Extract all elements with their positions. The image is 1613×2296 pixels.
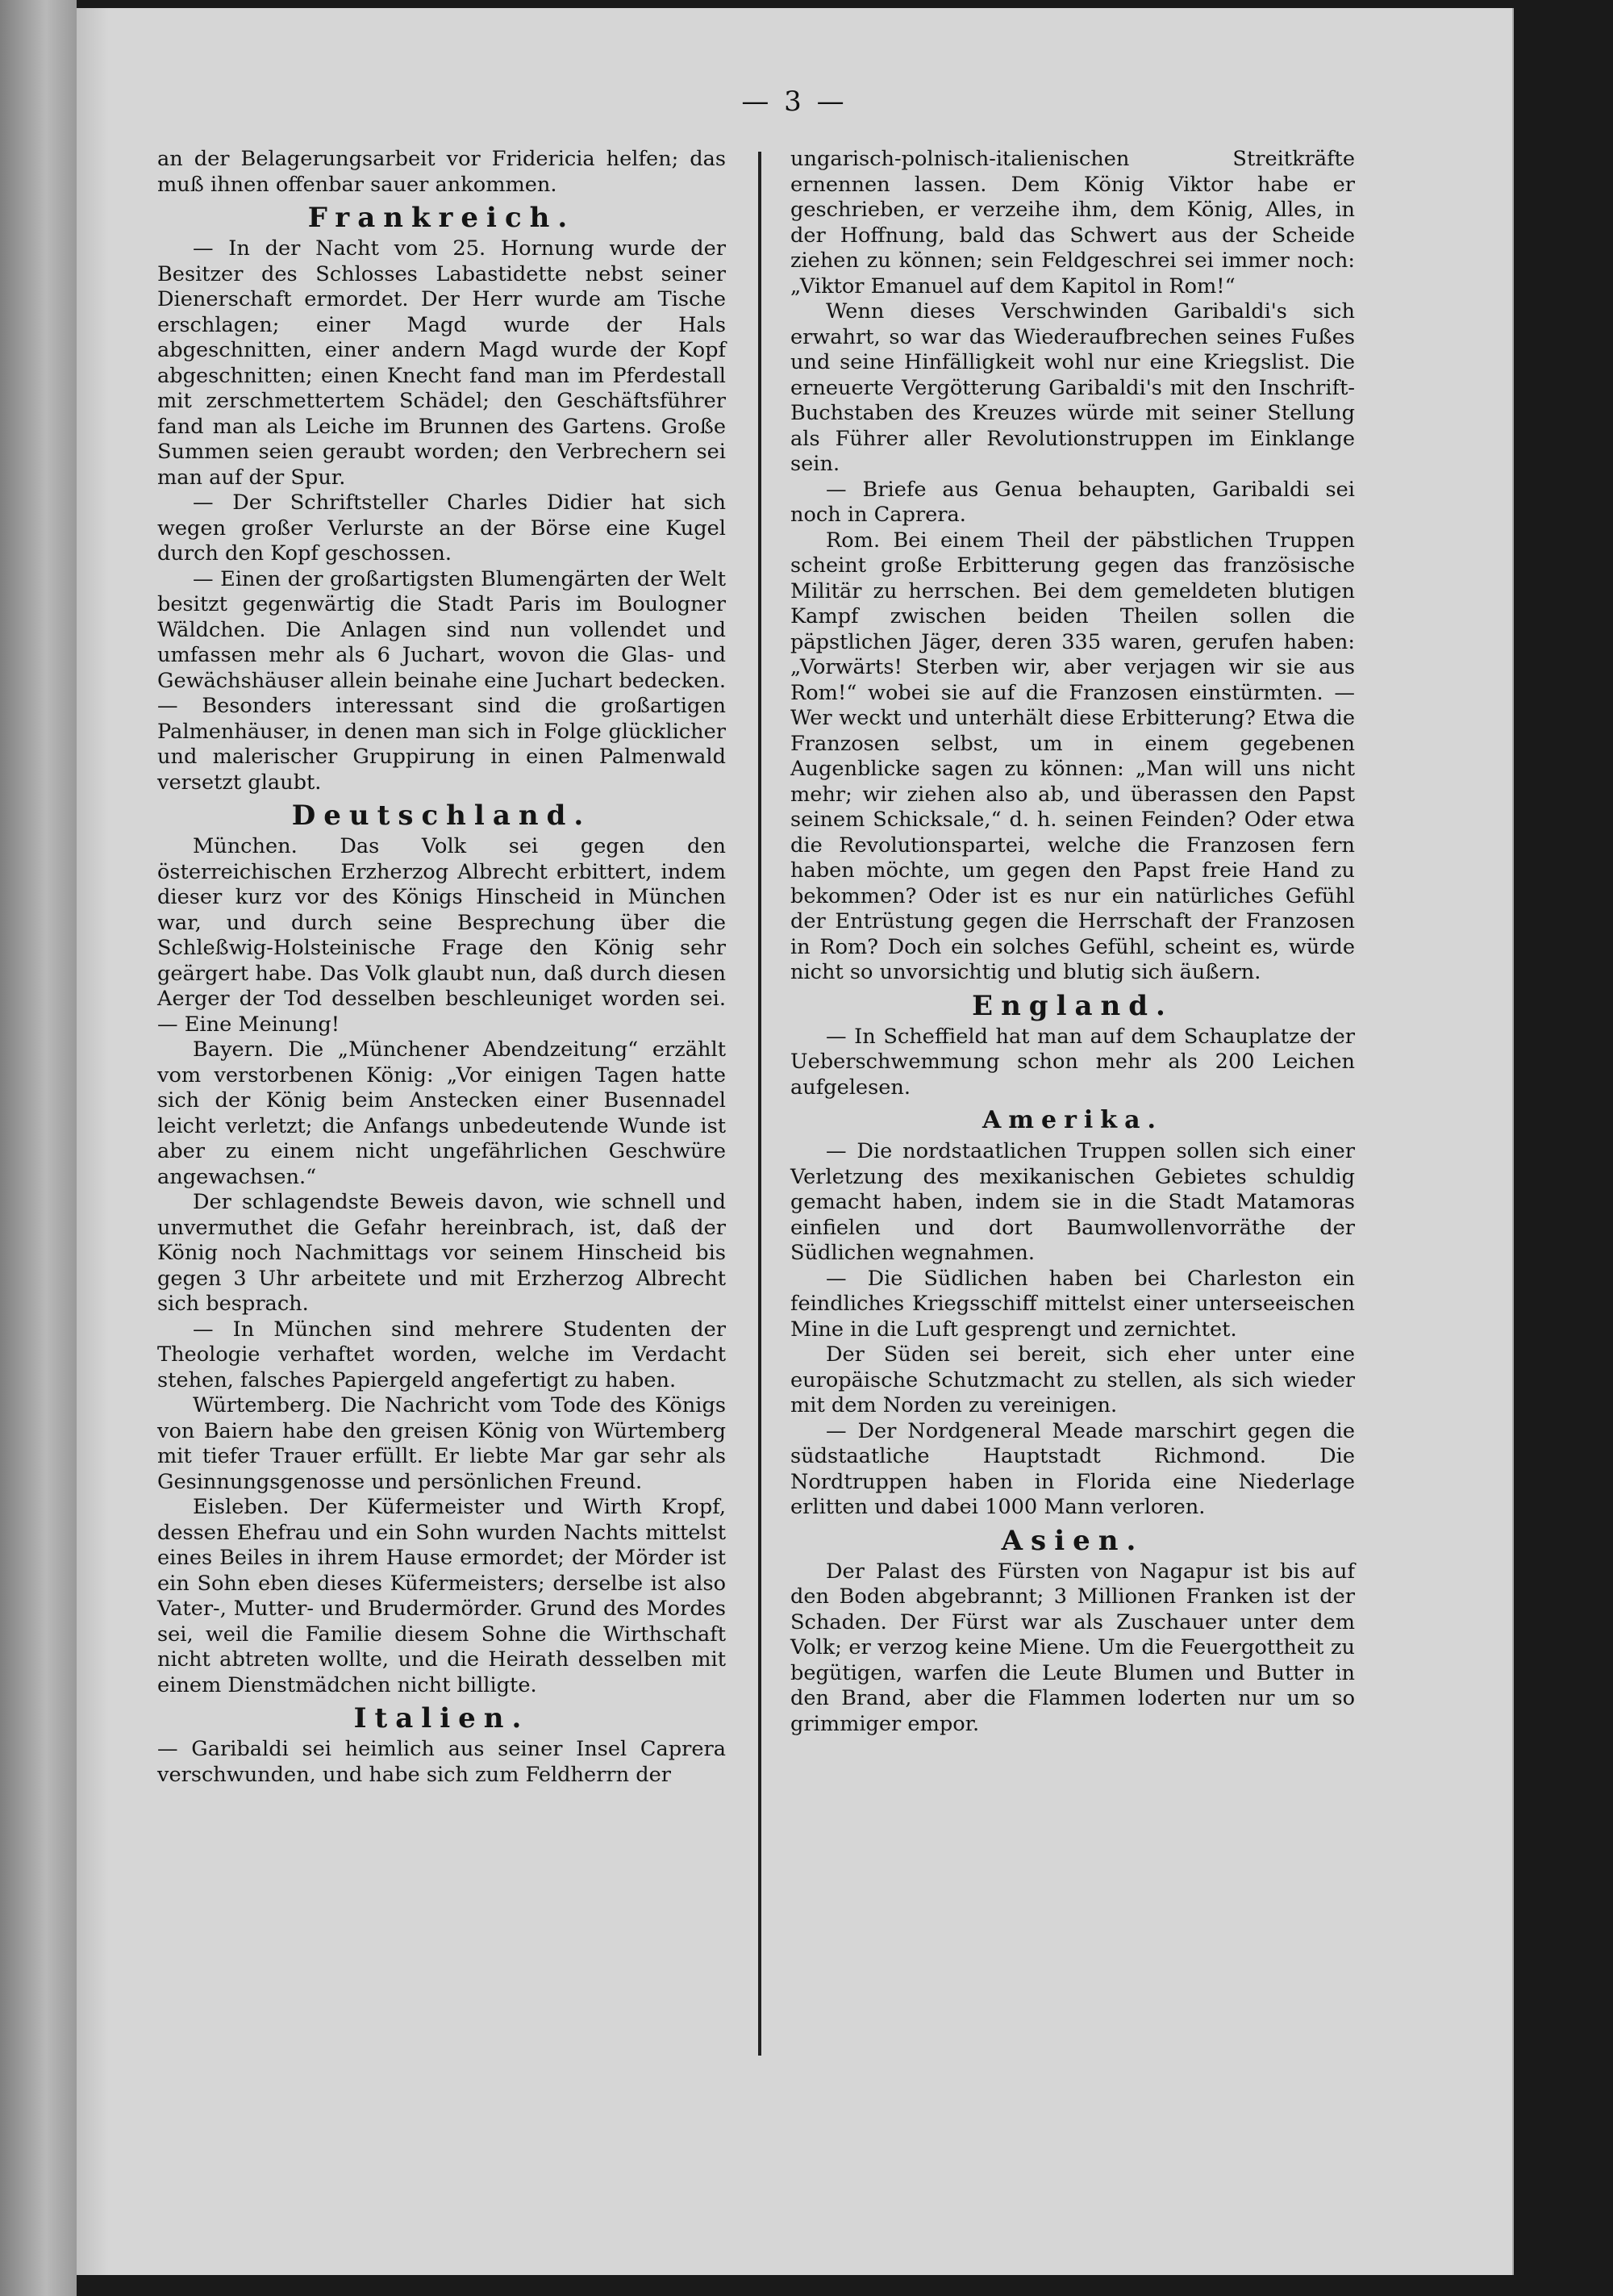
article-paragraph: — Die Südlichen haben bei Charleston ein feindliches Kriegsschiff mittelst einer unterseeischen Mine in die Luft gesprengt und zernichtet. [790, 1266, 1355, 1342]
article-paragraph: ungarisch-polnisch-italienischen Streitkräfte ernennen lassen. Dem König Viktor habe er geschrieben, er verzeihe ihm, dem König, Alles, in der Hoffnung, bald das Schwert aus der Scheide ziehen zu können; sein Feldgeschrei sei immer noch: „Viktor Emanuel auf dem Kapitol in Rom!“ [790, 147, 1355, 298]
article-paragraph: Wenn dieses Verschwinden Garibaldi's sich erwahrt, so war das Wiederaufbrechen seines Fußes und seine Hinfälligkeit wohl nur eine Kriegslist. Die erneuerte Vergötterung Garibaldi's mit den Inschrift-Buchstaben des Kreuzes würde mit seiner Stellung als Führer aller Revolutionstruppen im Einklange sein. [790, 299, 1355, 476]
article-paragraph: Eisleben. Der Küfermeister und Wirth Kropf, dessen Ehefrau und ein Sohn wurden Nachts mittelst eines Beiles in ihrem Hause ermordet; der Mörder ist ein Sohn eben dieses Küfermeisters; derselbe ist also Vater-, Mutter- und Brudermörder. Grund des Mordes sei, weil die Familie diesem Sohne die Wirthschaft nicht abtreten wollte, und die Heirath desselben mit einem Dienstmädchen nicht billigte. [157, 1495, 726, 1697]
section-heading: Deutschland. [291, 799, 592, 832]
article-paragraph: — In München sind mehrere Studenten der Theologie verhaftet worden, welche im Verdacht stehen, falsches Papiergeld angefertigt zu haben. [157, 1317, 726, 1392]
article-paragraph: — In der Nacht vom 25. Hornung wurde der Besitzer des Schlosses Labastidette nebst seiner Dienerschaft ermordet. Der Herr wurde am Tische erschlagen; einer Magd wurde der Hals abgeschnitten, einer andern Magd wurde der Kopf abgeschnitten; einen Knecht fand man im Pferdestall mit zerschmettertem Schädel; den Geschäftsführer fand man als Leiche im Brunnen des Gartens. Große Summen seien geraubt worden; den Verbrechern sei man auf der Spur. [157, 236, 726, 490]
article-paragraph: — Briefe aus Genua behaupten, Garibaldi sei noch in Caprera. [790, 477, 1355, 527]
right-column [790, 147, 1355, 1737]
article-paragraph: Der Süden sei bereit, sich eher unter eine europäische Schutzmacht zu stellen, als sich wieder mit dem Norden zu vereinigen. [790, 1342, 1355, 1417]
article-paragraph: Würtemberg. Die Nachricht vom Tode des Königs von Baiern habe den greisen König von Würtemberg mit tiefer Trauer erfüllt. Er liebte Mar gar sehr als Gesinnungsgenosse und persönlichen Freund. [157, 1393, 726, 1494]
article-paragraph: — Der Nordgeneral Meade marschirt gegen die südstaatliche Hauptstadt Richmond. Die Nordtruppen haben in Florida eine Niederlage erlitten und dabei 1000 Mann verloren. [790, 1418, 1355, 1519]
newspaper-page [77, 8, 1514, 2275]
article-paragraph: — Garibaldi sei heimlich aus seiner Insel Caprera verschwunden, und habe sich zum Feldherrn der [157, 1737, 726, 1787]
article-paragraph: Der schlagendste Beweis davon, wie schnell und unvermuthet die Gefahr hereinbrach, ist, daß der König noch Nachmittags vor seinem Hinscheid bis gegen 3 Uhr arbeitete und mit Erzherzog Albrecht sich besprach. [157, 1190, 726, 1316]
article-paragraph: — Der Schriftsteller Charles Didier hat sich wegen großer Verlurste an der Börse eine Kugel durch den Kopf geschossen. [157, 491, 726, 566]
section-heading: Asien. [1001, 1524, 1144, 1557]
page-number: — 3 — [741, 86, 848, 118]
article-paragraph: — In Scheffield hat man auf dem Schauplatze der Ueberschwemmung schon mehr als 200 Leichen aufgelesen. [790, 1024, 1355, 1100]
left-page-edge [0, 0, 77, 2296]
article-paragraph: Bayern. Die „Münchener Abendzeitung“ erzählt vom verstorbenen König: „Vor einigen Tagen hatte sich der König beim Anstecken einer Busennadel leicht verletzt; die Anfangs unbedeutende Wunde ist aber zu einem nicht ungefährlichen Geschwüre angewachsen.“ [157, 1037, 726, 1189]
left-column [157, 147, 726, 1788]
section-heading: Amerika. [982, 1106, 1163, 1134]
column-divider [758, 152, 761, 2056]
article-paragraph: — Die nordstaatlichen Truppen sollen sich einer Verletzung des mexikanischen Gebietes schuldig gemacht haben, indem sie in die Stadt Matamoras einfielen und dort Baumwollenvorräthe der Südlichen wegnahmen. [790, 1139, 1355, 1265]
article-paragraph: an der Belagerungsarbeit vor Fridericia helfen; das muß ihnen offenbar sauer ankommen. [157, 147, 726, 197]
article-paragraph: Der Palast des Fürsten von Nagapur ist bis auf den Boden abgebrannt; 3 Millionen Franken ist der Schaden. Der Fürst war als Zuschauer unter dem Volk; er verzog keine Miene. Um die Feuergottheit zu begütigen, warfen die Leute Blumen und Butter in den Brand, aber die Flammen loderten nur um so grimmiger empor. [790, 1559, 1355, 1736]
article-paragraph: Rom. Bei einem Theil der päbstlichen Truppen scheint große Erbitterung gegen das französische Militär zu herrschen. Bei dem gemeldeten blutigen Kampf zwischen beiden Theilen sollen die päpstlichen Jäger, deren 335 waren, gerufen haben: „Vorwärts! Sterben wir, aber verjagen wir sie aus Rom!“ wobei sie auf die Franzosen einstürmten. — Wer weckt und unterhält diese Erbitterung? Etwa die Franzosen selbst, um in einem gegebenen Augenblicke sagen zu können: „Man will uns nicht mehr; wir ziehen also ab, und überassen den Papst seinem Schicksale,“ d. h. seinen Feinden? Oder etwa die Revolutionspartei, welche die Franzosen fern haben möchte, um gegen den Papst freie Hand zu bekommen? Oder ist es nur ein natürliches Gefühl der Entrüstung gegen die Herrschaft der Franzosen in Rom? Doch ein solches Gefühl, scheint es, würde nicht so unvorsichtig und blutig sich äußern. [790, 528, 1355, 984]
article-paragraph: — Einen der großartigsten Blumengärten der Welt besitzt gegenwärtig die Stadt Paris im Boulogner Wäldchen. Die Anlagen sind nun vollendet und umfassen mehr als 6 Juchart, wovon die Glas- und Gewächshäuser allein beinahe eine Juchart bedecken. — Besonders interessant sind die großartigen Palmenhäuser, in denen man sich in Folge glücklicher und malerischer Gruppirung in einen Palmenwald versetzt glaubt. [157, 566, 726, 795]
section-heading: Italien. [353, 1702, 530, 1735]
section-heading: Frankreich. [307, 202, 576, 234]
section-heading: England. [972, 989, 1173, 1022]
article-paragraph: München. Das Volk sei gegen den österreichischen Erzherzog Albrecht erbittert, indem dieser kurz vor des Königs Hinscheid in München war, und durch seine Besprechung über die Schleßwig-Holsteinische Frage den König sehr geärgert habe. Das Volk glaubt nun, daß durch diesen Aerger der Tod desselben beschleuniget worden sei. — Eine Meinung! [157, 834, 726, 1037]
